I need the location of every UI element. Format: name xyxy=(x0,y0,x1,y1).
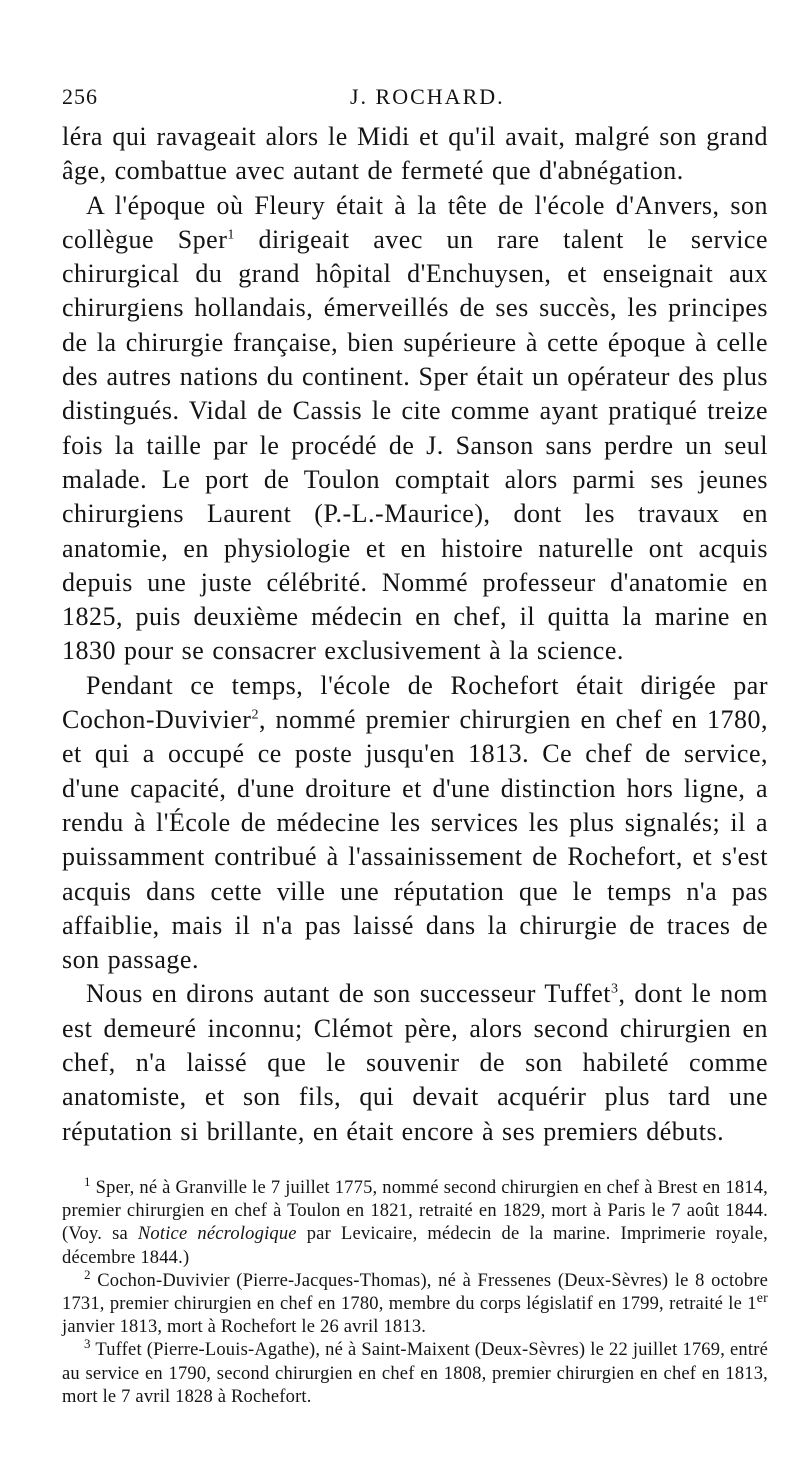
footnote-1-mark: 1 xyxy=(84,1173,91,1189)
paragraph-2-text-b: dirigeait avec un rare talent le service chirurgical du grand hôpital d'Enchuysen, et enseignait aux chirurgiens hollandais, émerveillés de ses succès, les principes de la chirurgie française, bien supérieure à cette époque à celle des autres nations du continent. Sper était un opérateur des plus distingués. Vidal de Cassis le cite comme ayant pratiqué treize fois la taille par le procédé de J. Sanson sans perdre un seul malade. Le port de Toulon comptait alors parmi ses jeunes chirurgiens Laurent (P.-L.-Maurice), dont les travaux en anatomie, en physiologie et en histoire naturelle ont acquis depuis une juste célébrité. Nommé professeur d'anatomie en 1825, puis deuxième médecin en chef, il quitta la marine en 1830 pour se consacrer exclusivement à la science. xyxy=(62,224,768,666)
footnote-3 xyxy=(62,1336,768,1409)
footnote-2-text-b: janvier 1813, mort à Rochefort le 26 avril 1813. xyxy=(62,1317,427,1338)
footnote-ref-3: 3 xyxy=(610,981,619,997)
paragraph-3-text-b: , nommé premier chirurgien en chef en 1780, et qui a occupé ce poste jusqu'en 1813. Ce chef de service, d'une capacité, d'une droiture et d'une distinction hors ligne, a rendu à l'École de médecine les services les plus signalés; il a puissamment contribué à l'assainissement de Rochefort, et s'est acquis dans cette ville une réputation que le temps n'a pas affaiblie, mais il n'a pas laissé dans la chirurgie de traces de son passage. xyxy=(62,705,768,975)
footnote-2-mark: 2 xyxy=(84,1266,91,1282)
paragraph-3-text-a: Pendant ce temps, l'école de Rochefort était dirigée par Cochon-Duvivier xyxy=(62,670,768,735)
footnote-1-text-a: Sper, né à Granville le 7 juillet 1775, nommé second chirurgien en chef à Brest en 1814, premier chirurgien en chef à Toulon en 1821, retraité en 1829, mort à Paris le 7 août 1844. (Voy. sa xyxy=(62,1177,768,1245)
running-head: J. ROCHARD. xyxy=(350,84,505,109)
paragraph-4-text-a: Nous en dirons autant de son successeur Tuffet xyxy=(86,979,611,1009)
paragraph-2-text-a: A l'époque où Fleury était à la tête de l'école d'Anvers, son collègue Sper xyxy=(62,190,768,254)
paragraph-4 xyxy=(62,977,768,1148)
footnote-ref-2: 2 xyxy=(251,707,259,723)
footnote-1 xyxy=(62,1173,768,1270)
footnote-1-text-b: par Levicaire, médecin de la marine. Imprimerie royale, décembre 1844.) xyxy=(62,1224,768,1268)
page-header xyxy=(62,78,768,118)
footnote-2-superscript: er xyxy=(756,1290,768,1306)
footnotes xyxy=(62,1173,768,1409)
footnote-ref-1: 1 xyxy=(227,227,235,243)
footnote-3-mark: 3 xyxy=(84,1336,91,1352)
paragraph-4-text-b: , dont le nom est demeuré inconnu; Clémot père, alors second chirurgien en chef, n'a laissé que le souvenir de son habileté comme anatomiste, et son fils, qui devait acquérir plus tard une réputation si brillante, en était encore à ses premiers débuts. xyxy=(62,979,768,1146)
paragraph-3 xyxy=(62,669,768,978)
book-page xyxy=(62,78,768,1409)
page-number: 256 xyxy=(62,84,98,109)
paragraph-1 xyxy=(62,120,768,189)
footnote-2 xyxy=(62,1266,768,1340)
footnote-1-italic-title: Notice nécrologique xyxy=(137,1224,297,1245)
paragraph-2 xyxy=(62,189,768,669)
footnote-3-text: Tuffet (Pierre-Louis-Agathe), né à Saint-Maixent (Deux-Sèvres) le 22 juillet 1769, entré au service en 1790, second chirurgien en chef en 1808, premier chirurgien en chef en 1813, mort le 7 avril 1828 à Rochefort. xyxy=(62,1340,768,1407)
footnote-2-text-a: Cochon-Duvivier (Pierre-Jacques-Thomas), né à Fressenes (Deux-Sèvres) le 8 octobre 1731, premier chirurgien en chef en 1780, membre du corps législatif en 1799, retraité le 1 xyxy=(62,1270,768,1314)
paragraph-1-text: léra qui ravageait alors le Midi et qu'il avait, malgré son grand âge, combattue avec autant de fermeté que d'abnégation. xyxy=(62,122,768,186)
body-text xyxy=(62,120,768,1149)
